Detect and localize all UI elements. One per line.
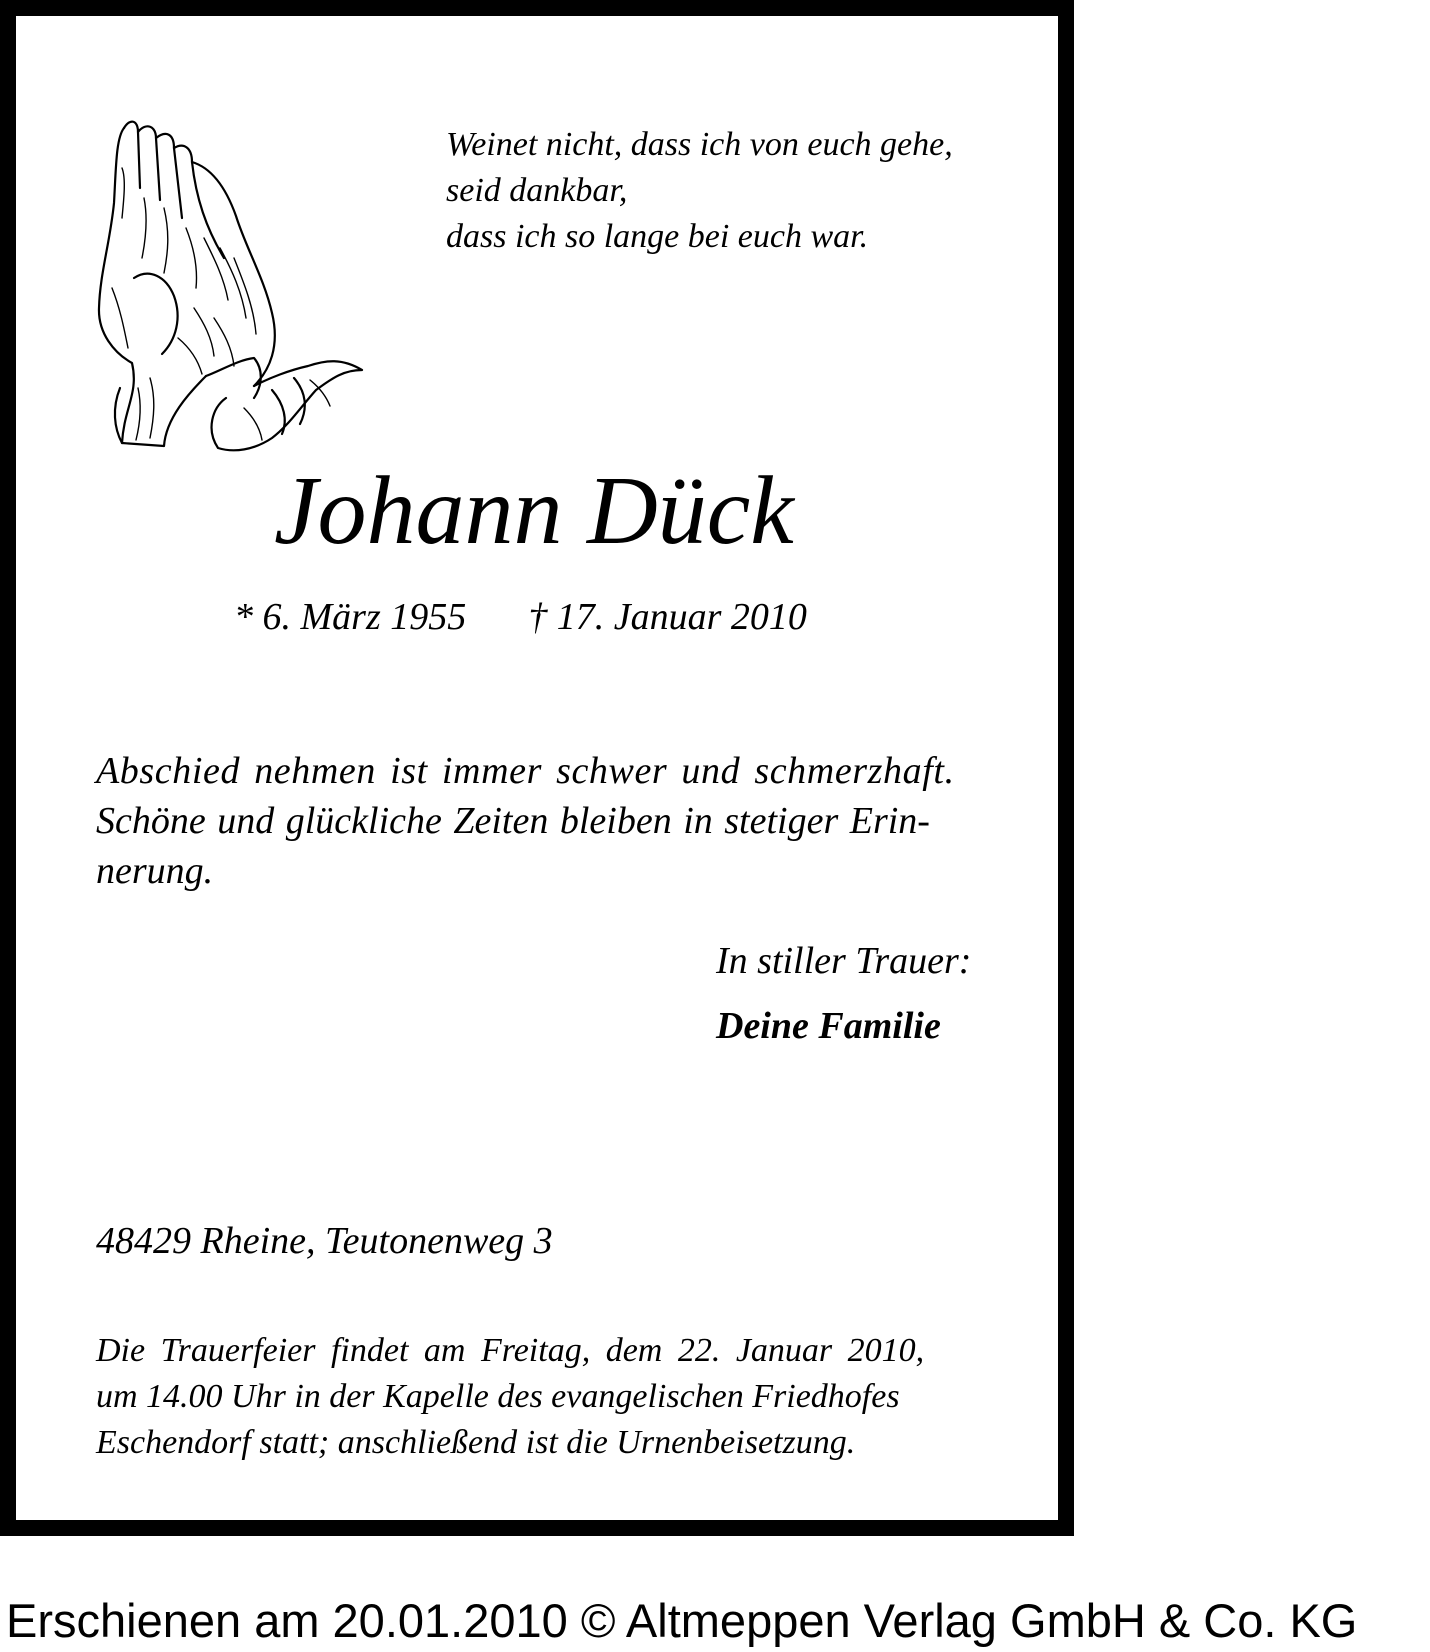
praying-hands-icon <box>94 108 364 458</box>
quote-line: Weinet nicht, dass ich von euch gehe, <box>446 126 953 163</box>
quote <box>446 122 953 260</box>
mourning-intro: In stiller Trauer: <box>716 940 972 982</box>
life-dates <box>234 592 807 642</box>
deceased-name: Johann Dück <box>274 457 794 565</box>
quote-line: dass ich so lange bei euch war. <box>446 218 869 255</box>
family-signature: Deine Familie <box>716 1005 941 1047</box>
service-line: Eschendorf statt; anschließend ist die Urnenbeisetzung. <box>96 1424 856 1461</box>
death-date: † 17. Januar 2010 <box>528 596 807 638</box>
quote-line: seid dankbar, <box>446 172 628 209</box>
service-line: um 14.00 Uhr in der Kapelle des evangelischen Friedhofes <box>96 1378 900 1415</box>
farewell-line: Abschied nehmen ist immer schwer und schmerzhaft. <box>96 750 955 792</box>
farewell-text <box>96 746 1006 896</box>
service-notice <box>96 1328 924 1466</box>
publication-footer: Erschienen am 20.01.2010 © Altmeppen Verlag GmbH & Co. KG <box>6 1594 1358 1647</box>
service-line: Die Trauerfeier findet am Freitag, dem 22. Januar 2010, <box>96 1332 925 1369</box>
address: 48429 Rheine, Teutonenweg 3 <box>96 1220 553 1262</box>
farewell-line: Schöne und glückliche Zeiten bleiben in stetiger Erin- <box>96 800 930 842</box>
farewell-line: nerung. <box>96 850 214 892</box>
birth-date: * 6. März 1955 <box>234 596 467 638</box>
